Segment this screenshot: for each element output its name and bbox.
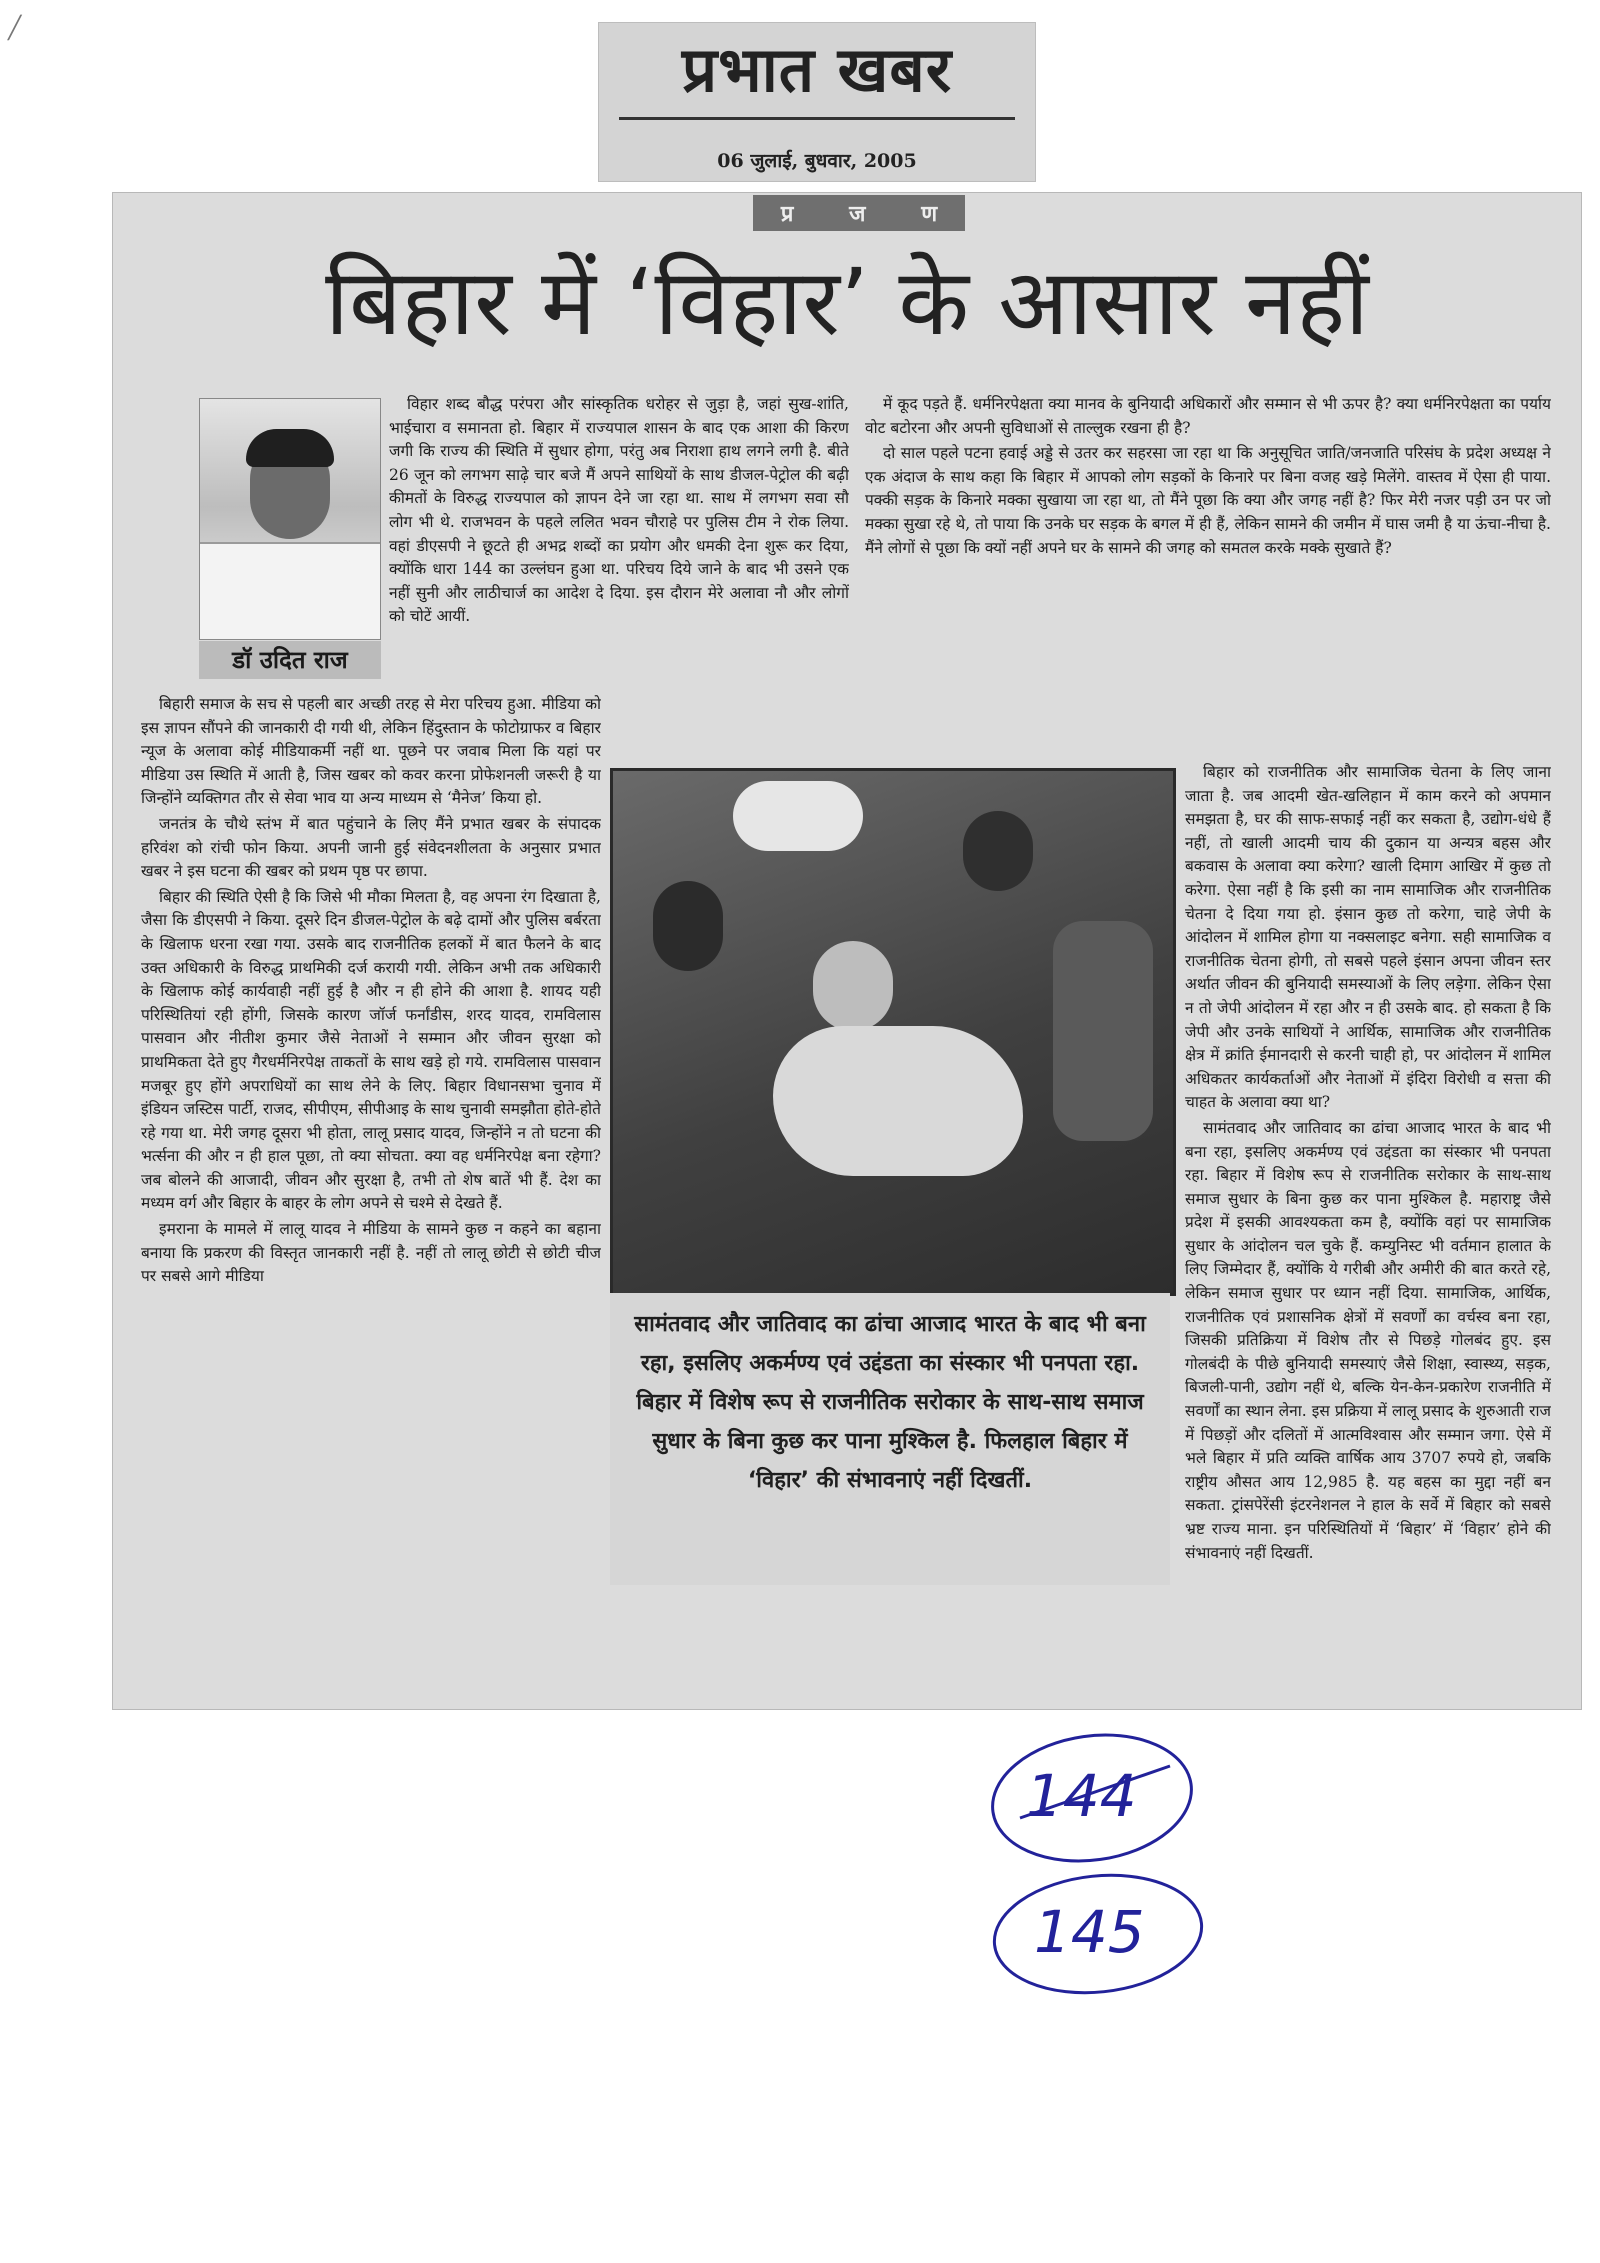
newspaper-logo: प्रभात खबर	[681, 33, 953, 106]
author-photo	[199, 398, 381, 640]
photo-head-bundle	[733, 781, 863, 851]
photo-person	[813, 941, 893, 1031]
dateline: 06 जुलाई, बुधवार, 2005	[717, 150, 917, 172]
photo-hair	[246, 429, 334, 467]
kicker-letter: ज	[849, 202, 866, 227]
photo-person	[653, 881, 723, 971]
kicker-letter: ण	[921, 202, 938, 227]
handwritten-page-number	[980, 1726, 1230, 2026]
article-headline: बिहार में ‘विहार’ के आसार नहीं	[325, 249, 1369, 356]
paragraph: विहार शब्द बौद्ध परंपरा और सांस्कृतिक धरोहर से जुड़ा है, जहां सुख-शांति, भाईचारा व समानता हो. बिहार में राज्यपाल शासन के बाद एक आशा की किरण जगी कि राज्य की स्थिति में सुधार होगा, परंतु अब निराशा हाथ लगने लगी है. बीते 26 जून को लगभग साढ़े चार बजे मैं अपने साथियों के साथ डीजल-पेट्रोल की बढ़ी कीमतों के विरुद्ध राज्यपाल को ज्ञापन देने जा रहा था. साथ में लगभग सवा सौ लोग भी थे. राजभवन के पहले ललित भवन चौराहे पर पुलिस टीम ने रोक लिया. वहां डीएसपी ने छूटते ही अभद्र शब्दों का प्रयोग और धमकी देना शुरू कर दिया, क्योंकि धारा 144 का उल्लंघन हुआ था. परिचय दिये जाने के बाद भी उसने एक नहीं सुनी और लाठीचार्ज का आदेश दे दिया. इस दौरान मेरे अलावा नौ और लोगों को चोटें आयीं.	[389, 395, 849, 626]
paragraph: बिहारी समाज के सच से पहली बार अच्छी तरह से मेरा परिचय हुआ. मीडिया को इस ज्ञापन सौंपने की जानकारी दी गयी थी, लेकिन हिंदुस्तान के फोटोग्राफर व बिहार न्यूज के अलावा कोई मीडियाकर्मी नहीं था. पूछने पर जवाब मिला कि यहां पर मीडिया उस स्थिति में आती है, जिस खबर को कवर करना प्रोफेशनली जरूरी है या जिन्होंने व्यक्तिगत तौर से सेवा भाव या अन्य माध्यम से ‘मैनेज’ किया हो.	[141, 695, 601, 808]
article-clipping	[112, 192, 1582, 1710]
author-byline: डॉ उदित राज	[199, 641, 381, 679]
corner-mark: ╱	[8, 16, 22, 41]
paragraph: बिहार को राजनीतिक और सामाजिक चेतना के लिए जाना जाता है. जब आदमी खेत-खलिहान में काम करने को अपमान समझता है, घर की साफ-सफाई नहीं कर सकता है, उद्योग-धंधे हैं नहीं, तो खाली आदमी चाय की दुकान या अन्यत्र बहस और बकवास के अलावा क्या करेगा? खाली दिमाग आखिर में कुछ तो करेगा. ऐसा नहीं है कि इसी का नाम सामाजिक और राजनीतिक चेतना दे दिया गया हो. इंसान कुछ तो करेगा, चाहे जेपी के आंदोलन में शामिल होगा या नक्सलाइट बनेगा. सही सामाजिक व राजनीतिक चेतना होगी, तो सबसे पहले इंसान अपना जीवन स्तर अर्थात जीवन की बुनियादी समस्याओं के लिए लड़ेगा. लेकिन ऐसा न तो जेपी आंदोलन में रहा और न ही उसके बाद. हो सकता है कि जेपी और उनके साथियों ने आर्थिक, सामाजिक और राजनीतिक क्षेत्र में क्रांति ईमानदारी से करनी चाही हो, पर आंदोलन में शामिल अधिकतर कार्यकर्ताओं और नेताओं में इंदिरा विरोधी व सत्ता की चाहत के अलावा क्या था?	[1185, 763, 1551, 1112]
photo-shirt	[200, 542, 380, 639]
masthead	[598, 22, 1036, 182]
paragraph: बिहार की स्थिति ऐसी है कि जिसे भी मौका मिलता है, वह अपना रंग दिखाता है, जैसा कि डीएसपी ने किया. दूसरे दिन डीजल-पेट्रोल के बढ़े दामों और पुलिस बर्बरता के खिलाफ धरना रखा गया. उसके बाद राजनीतिक हलकों में बात फैलने के बाद उक्त अधिकारी के विरुद्ध प्राथमिकी दर्ज करायी गयी. लेकिन अभी तक अधिकारी के खिलाफ कोई कार्यवाही नहीं हुई है और न ही होने की आशा है. शायद यही परिस्थितियां रही होंगी, जिसके कारण जॉर्ज फर्नांडीस, शरद यादव, रामविलास पासवान और नीतीश कुमार जैसे नेताओं ने सम्मान और जीवन सुरक्षा को प्राथमिकता देते हुए गैरधर्मनिरपेक्ष ताकतों के साथ खड़े हो गये. रामविलास पासवान मजबूर हुए होंगे अपराधियों का साथ लेने के लिए. बिहार विधानसभा चुनाव में इंडियन जस्टिस पार्टी, राजद, सीपीएम, सीपीआइ के साथ चुनावी समझौता होते-होते रहे गया था. मेरी जगह दूसरा भी होता, लालू प्रसाद यादव, जिन्होंने न तो घटना की भर्त्सना की और न ही हाल पूछा, तो क्या सोचता. क्या वह धर्मनिरपेक्ष बना रहेगा? जब बोलने की आजादी, जीवन और सुरक्षा है, तभी तो शेष बातें भी हैं. देश का मध्यम वर्ग और बिहार के बाहर के लोग अपने से चश्मे से देखते हैं.	[141, 887, 601, 1213]
paragraph: में कूद पड़ते हैं. धर्मनिरपेक्षता क्या मानव के बुनियादी अधिकारों और सम्मान से भी ऊपर है? क्या धर्मनिरपेक्षता का पर्याय वोट बटोरना और अपनी सुविधाओं से ताल्लुक रखना ही है?	[865, 395, 1551, 437]
kicker-letter: प्र	[780, 202, 794, 227]
photo-person	[1053, 921, 1153, 1141]
article-column-2	[865, 393, 1551, 763]
paragraph: दो साल पहले पटना हवाई अड्डे से उतर कर सहरसा जा रहा था कि अनुसूचित जाति/जनजाति परिसंघ के प्रदेश अध्यक्ष ने एक अंदाज के साथ कहा कि बिहार में आपको लोग सड़कों के किनारे पर बिना वजह खड़े मिलेंगे. वास्तव में ऐसा ही पाया. पक्की सड़क के किनारे मक्का सुखाया जा रहा था, तो मैंने पूछा कि क्या और जगह नहीं है? फिर मेरी नजर पड़ी उन पर जो मक्का सुखा रहे थे, तो पाया कि उनके घर सड़क के बगल में ही हैं, लेकिन सामने की जमीन में घास जमी है या ऊंचा-नीचा है. मैंने लोगों से पूछा कि क्यों नहीं अपने घर के सामने की जगह को समतल करके मक्के सुखाते हैं?	[865, 444, 1551, 557]
paragraph: जनतंत्र के चौथे स्तंभ में बात पहुंचाने के लिए मैंने प्रभात खबर के संपादक हरिवंश को रांची फोन किया. अपनी जानी हुई संवेदनशीलता के अनुसार प्रभात खबर ने इस घटना की खबर को प्रथम पृष्ठ पर छापा.	[141, 814, 601, 881]
photo-person	[963, 811, 1033, 891]
news-photo	[610, 768, 1176, 1296]
article-column-3	[1185, 761, 1551, 1879]
article-column-1	[389, 393, 849, 693]
pull-quote: सामंतवाद और जातिवाद का ढांचा आजाद भारत के बाद भी बना रहा, इसलिए अकर्मण्य एवं उद्दंडता का संस्कार भी पनपता रहा. बिहार में विशेष रूप से राजनीतिक सरोकार के साथ-साथ समाज सुधार के बिना कुछ कर पाना मुश्किल है. फिलहाल बिहार में ‘विहार’ की संभावनाएं नहीं दिखतीं.	[610, 1293, 1170, 1585]
struck-number: 144	[1026, 1762, 1137, 1830]
paragraph: इमराना के मामले में लालू यादव ने मीडिया के सामने कुछ न कहने का बहाना बनाया कि प्रकरण की विस्तृत जानकारी नहीं है. नहीं तो लालू छोटी से छोटी चीज पर सबसे आगे मीडिया	[141, 1220, 601, 1286]
logo-rule	[619, 117, 1015, 120]
photo-sack	[773, 1026, 1023, 1176]
kicker-strip	[753, 195, 965, 231]
paragraph: सामंतवाद और जातिवाद का ढांचा आजाद भारत के बाद भी बना रहा, इसलिए अकर्मण्य एवं उद्दंडता का संस्कार भी पनपता रहा. बिहार में विशेष रूप से राजनीतिक सरोकार के साथ-साथ समाज सुधार के बिना कुछ कर पाना मुश्किल है. महाराष्ट्र जैसे प्रदेश में इसकी आवश्यकता कम है, क्योंकि वहां पर सामाजिक सुधार के आंदोलन चल चुके हैं. कम्युनिस्ट भी वर्तमान हालात के लिए जिम्मेदार हैं, क्योंकि ये गरीबी और अमीरी की बात करते रहे, लेकिन समाज सुधार पर ध्यान नहीं दिया. सामाजिक, आर्थिक, राजनीतिक एवं प्रशासनिक क्षेत्रों में सवर्णों का वर्चस्व बना रहा, जिसकी प्रतिक्रिया में विशेष तौर से पिछड़े गोलबंद हुए. इस गोलबंदी के पीछे बुनियादी समस्याएं जैसे शिक्षा, स्वास्थ्य, सड़क, बिजली-पानी, उद्योग नहीं थे, बल्कि येन-केन-प्रकारेण राजनीति में सवर्णों का स्थान लेना. इस प्रक्रिया में लालू प्रसाद के शुरुआती राज में पिछड़ों और दलितों में आत्मविश्वास और सम्मान जगा. ऐसे में भले बिहार में प्रति व्यक्ति वार्षिक आय 3707 रुपये हो, जबकि राष्ट्रीय औसत आय 12,985 है. यह बहस का मुद्दा नहीं बन सकता. ट्रांसपेरेंसी इंटरनेशनल ने हाल के सर्वे में बिहार को सबसे भ्रष्ट राज्य माना. इन परिस्थितियों में ‘बिहार’ में ‘विहार’ होने की संभावनाएं नहीं दिखतीं.	[1185, 1118, 1551, 1562]
article-column-1-continued	[141, 693, 601, 1843]
page-number: 145	[1034, 1898, 1145, 1966]
